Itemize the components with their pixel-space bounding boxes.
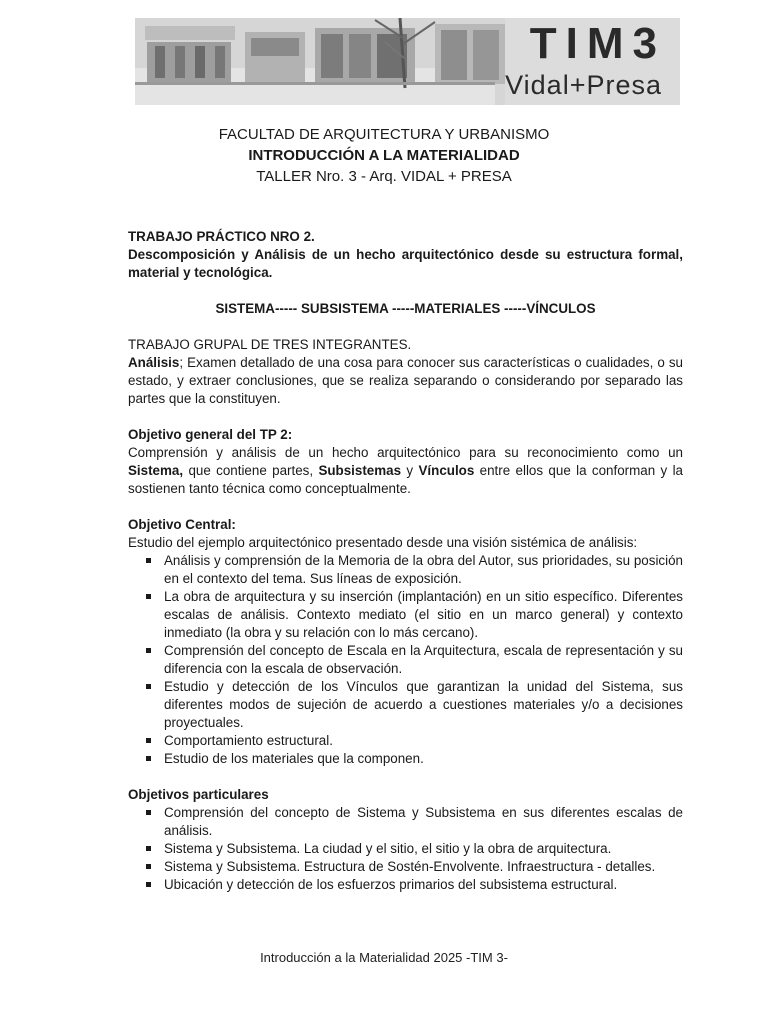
general-objective-part: Comprensión y análisis de un hecho arquitectónico para su reconocimiento como un [128,445,683,460]
list-item: Ubicación y detección de los esfuerzos primarios del subsistema estructural. [164,876,683,894]
central-objective-intro: Estudio del ejemplo arquitectónico presentado desde una visión sistémica de análisis: [128,535,638,550]
general-objective-part: que contiene partes, [183,463,319,478]
list-item: Comportamiento estructural. [164,732,683,750]
document-body [128,228,683,894]
header-banner [135,18,680,105]
system-line: SISTEMA----- SUBSISTEMA -----MATERIALES -----VÍNCULOS [215,301,596,316]
analysis-definition [128,354,683,408]
list-item: Comprensión del concepto de Escala en la Arquitectura, escala de representación y su diferencia con la escala de observación. [164,643,683,676]
central-objective-list [128,552,683,768]
banner-subtitle: Vidal+Presa [505,70,662,100]
analysis-term: Análisis [128,355,180,370]
term-sistema: Sistema, [128,463,184,478]
general-objective-part: entre ellos que la conforman y la sostienen tanto técnica como conceptualmente. [128,463,683,496]
term-subsistemas: Subsistemas [318,463,402,478]
workshop-line: TALLER Nro. 3 - Arq. VIDAL + PRESA [256,168,512,185]
faculty-name: FACULTAD DE ARQUITECTURA Y URBANISMO [218,126,550,143]
list-item: La obra de arquitectura y su inserción (implantación) en un sitio específico. Diferentes escalas de análisis. Contexto mediato (el sitio en un marco general) y contexto inmediato (la obra y su relación con lo más cercano). [164,589,683,640]
page-footer: Introducción a la Materialidad 2025 -TIM 3- [260,950,508,965]
list-item: Estudio de los materiales que la componen. [164,750,683,768]
list-item: Análisis y comprensión de la Memoria de la obra del Autor, sus prioridades, su posición en el contexto del tema. Sus líneas de exposición. [164,553,683,586]
particular-objectives-heading: Objetivos particulares [128,787,269,802]
general-objective-text [128,444,683,498]
general-objective-part: y [401,463,419,478]
list-item: Estudio y detección de los Vínculos que garantizan la unidad del Sistema, sus diferentes modos de sujeción de acuerdo a cuestiones materiales y/o a decisiones proyectuales. [164,679,683,730]
general-objective-heading: Objetivo general del TP 2: [128,427,293,442]
course-title: INTRODUCCIÓN A LA MATERIALIDAD [248,147,520,164]
tp-description: Descomposición y Análisis de un hecho arquitectónico desde su estructura formal, material y tecnológica. [128,247,683,280]
term-vinculos: Vínculos [418,463,475,478]
central-objective-heading: Objetivo Central: [128,517,236,532]
document-header [0,124,768,187]
tp-heading: TRABAJO PRÁCTICO NRO 2. [128,229,315,244]
list-item: Comprensión del concepto de Sistema y Subsistema en sus diferentes escalas de análisis. [164,805,683,838]
group-line: TRABAJO GRUPAL DE TRES INTEGRANTES. [128,337,412,352]
list-item: Sistema y Subsistema. Estructura de Sostén-Envolvente. Infraestructura - detalles. [164,858,683,876]
particular-objectives-list [128,804,683,894]
list-item: Sistema y Subsistema. La ciudad y el sitio, el sitio y la obra de arquitectura. [164,840,683,858]
analysis-text: ; Examen detallado de una cosa para conocer sus características o cualidades, o su estado, y extraer conclusiones, que se realiza separando o considerando por separado las partes que la constituyen. [128,355,683,406]
banner-title: TIM3 [529,19,666,68]
